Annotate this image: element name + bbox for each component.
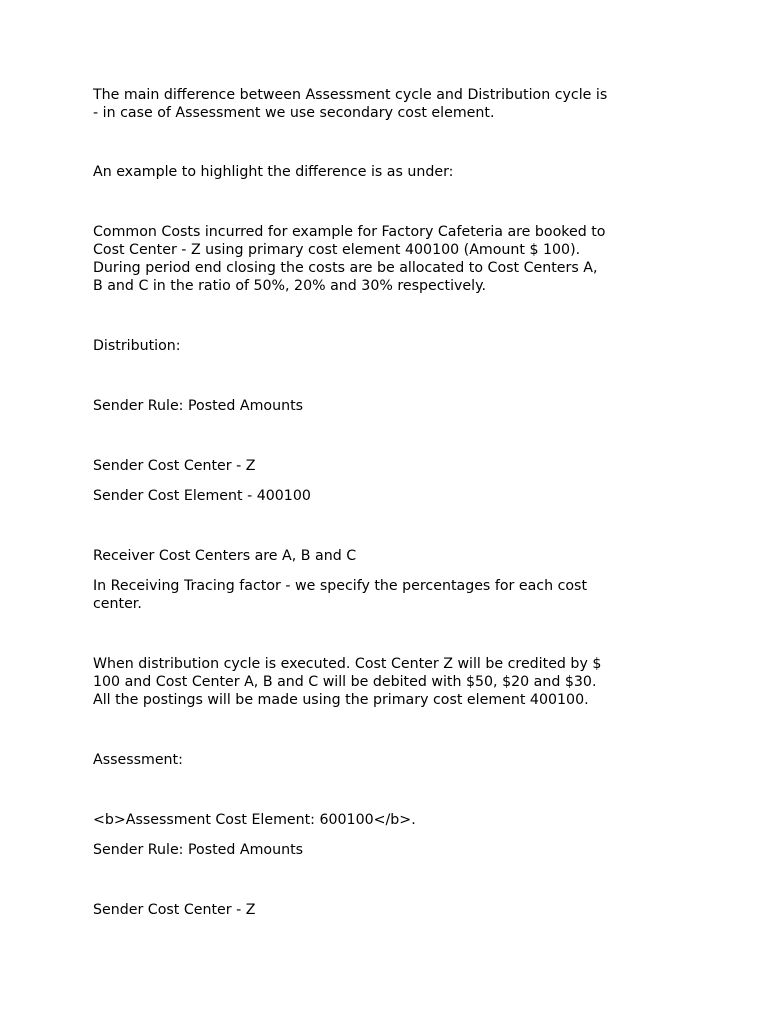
assessment-heading: Assessment: <box>93 752 183 768</box>
intro-paragraph: The main difference between Assessment cycle and Distribution cycle is - in case of Assessment we use secondary cost element. <box>93 87 608 121</box>
assessment-sender-cost-center: Sender Cost Center - Z <box>93 902 256 918</box>
receiver-cost-centers: Receiver Cost Centers are A, B and C <box>93 548 357 564</box>
distribution-execution-paragraph: When distribution cycle is executed. Cost Center Z will be credited by $ 100 and Cost Center A, B and C will be debited with $50, $20 and $30. All the postings will be made using the primary cost element 400100. <box>93 656 602 708</box>
receiving-tracing-factor: In Receiving Tracing factor - we specify the percentages for each cost center. <box>93 578 588 612</box>
example-intro-paragraph: An example to highlight the difference is as under: <box>93 164 454 180</box>
distribution-sender-rule: Sender Rule: Posted Amounts <box>93 398 304 414</box>
distribution-heading: Distribution: <box>93 338 181 354</box>
common-costs-paragraph: Common Costs incurred for example for Factory Cafeteria are booked to Cost Center - Z using primary cost element 400100 (Amount $ 100). During period end closing the costs are be allocated to Cost Centers A, B and C in the ratio of 50%, 20% and 30% respectively. <box>93 224 606 294</box>
distribution-sender-cost-center: Sender Cost Center - Z <box>93 458 256 474</box>
distribution-sender-cost-element: Sender Cost Element - 400100 <box>93 488 311 504</box>
assessment-sender-rule: Sender Rule: Posted Amounts <box>93 842 304 858</box>
assessment-cost-element: <b>Assessment Cost Element: 600100</b>. <box>93 812 416 828</box>
